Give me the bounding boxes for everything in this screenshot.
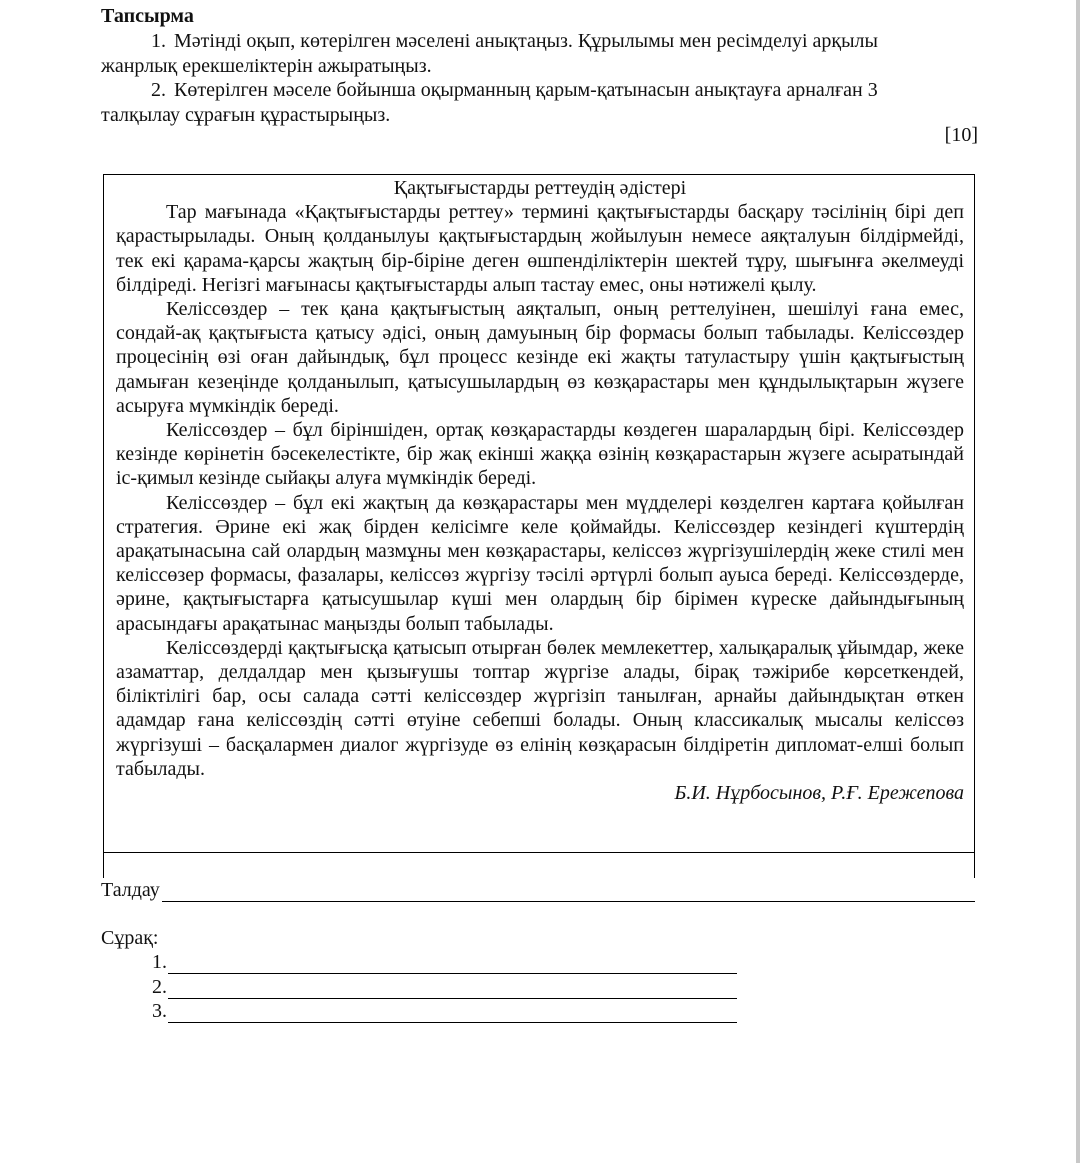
task-number: 1. <box>151 30 166 52</box>
question-answer-line[interactable] <box>168 1002 737 1023</box>
question-number: 3. <box>152 1000 167 1022</box>
text-paragraph: Келіссөздер – бұл екі жақтың да көзқарастары мен мүдделері көзделген картаға қойылған стратегия. Әрине екі жақ бірден келісімге келе қоймайды. Келіссөздер кезіндегі күштердің арақатынасына сай олардың мазмұны мен көзқарастары, келіссөз жүргізушілердің жеке стилі мен келіссөзер формасы, фазалары, келіссөз жүргізу тәсілі әртүрлі болып ауыса береді. Келіссөздерде, әрине, қақтығыстарға қатысушылар күші мен олардың бір бірімен күреске дайындығының арасындағы арақатынас маңызды болып табылады. <box>116 491 964 635</box>
reading-text-box <box>103 174 975 853</box>
question-answer-row[interactable] <box>152 999 737 1023</box>
text-paragraph: Келіссөздер – тек қана қақтығыстың аяқталып, оның реттелуінен, шешілуі ғана емес, сондай-ақ қақтығыста қатысу әдісі, оның дамуының бір формасы болып табылады. Келіссөздер процесінің өзі оған дайындық, бұл процесс кезінде екі жақты татуластыру үшін қақтығыстың дамыған кезеңінде қолданылып, қатысушылардың өз көзқарастары мен құндылықтарын жүзеге асыруға мүмкіндік береді. <box>116 298 964 417</box>
page-edge <box>1076 0 1080 1163</box>
question-number: 1. <box>152 951 167 973</box>
text-title: Қақтығыстарды реттеудің әдістері <box>393 177 687 199</box>
text-paragraph: Келіссөздер – бұл біріншіден, ортақ көзқарастарды көздеген шаралардың бірі. Келіссөздер кезінде көрінетін бәсекелестікте, бір жақ екінші жаққа өзінің көзқарастарын жүзеге асыратындай іс-қимыл кезінде сыйақы алуға мүмкіндік береді. <box>116 419 964 490</box>
task-number: 2. <box>151 79 166 101</box>
text-paragraph: Тар мағынада «Қақтығыстарды реттеу» термині қақтығыстарды басқару тәсілінің бірі деп қарастырылады. Оның қолданылуы қақтығыстардың жойылуын немесе аяқталуын білдірмейді, тек екі қарама-қарсы жақтың бір-біріне деген өшпенділіктерін шектей тұру, шығынға әкелмеуді білдіреді. Негізгі мағынасы қақтығыстарды алып тастау емес, оны нәтижелі қылу. <box>116 201 964 296</box>
text-paragraph: Келіссөздерді қақтығысқа қатысып отырған бөлек мемлекеттер, халықаралық ұйымдар, жеке азаматтар, делдалдар мен қызығушы топтар жүргізе алады, бірақ тәжірибе көрсеткендей, біліктілігі бар, осы салада сәтті келіссөздер жүргізіп танылған, арнайы дайындықтан өткен адамдар ғана келіссөздің сәтті өтуіне себепші болады. Оның классикалық мысалы келіссөз жүргізуші – басқалармен диалог жүргізуде өз елінің көзқарасын білдіретін дипломат-елші болып табылады. <box>116 636 964 780</box>
task-item <box>101 78 951 127</box>
task-list <box>101 29 951 127</box>
box-border-line <box>103 852 104 878</box>
box-border-line <box>974 852 975 878</box>
analysis-answer-line[interactable] <box>162 879 975 902</box>
questions-label: Сұрақ: <box>101 927 159 949</box>
task-text: Мәтінді оқып, көтерілген мәселені анықтаңыз. Құрылымы мен ресімделуі арқылы жанрлық ерекшеліктерін ажыратыңыз. <box>101 30 878 77</box>
task-text: Көтерілген мәселе бойынша оқырманның қарым-қатынасын анықтауға арналған 3 талқылау сұрағын құрастырыңыз. <box>101 79 878 126</box>
score-marks: [10] <box>944 124 978 146</box>
analysis-label: Талдау <box>101 879 160 901</box>
task-item <box>101 29 951 78</box>
question-answer-line[interactable] <box>168 953 737 974</box>
question-answer-row[interactable] <box>152 975 737 999</box>
question-answer-row[interactable] <box>152 950 737 974</box>
analysis-field[interactable] <box>101 878 975 902</box>
text-authors: Б.И. Нұрбосынов, Р.Ғ. Ережепова <box>674 782 964 805</box>
task-heading: Тапсырма <box>101 5 194 27</box>
question-answer-line[interactable] <box>168 978 737 999</box>
question-number: 2. <box>152 976 167 998</box>
